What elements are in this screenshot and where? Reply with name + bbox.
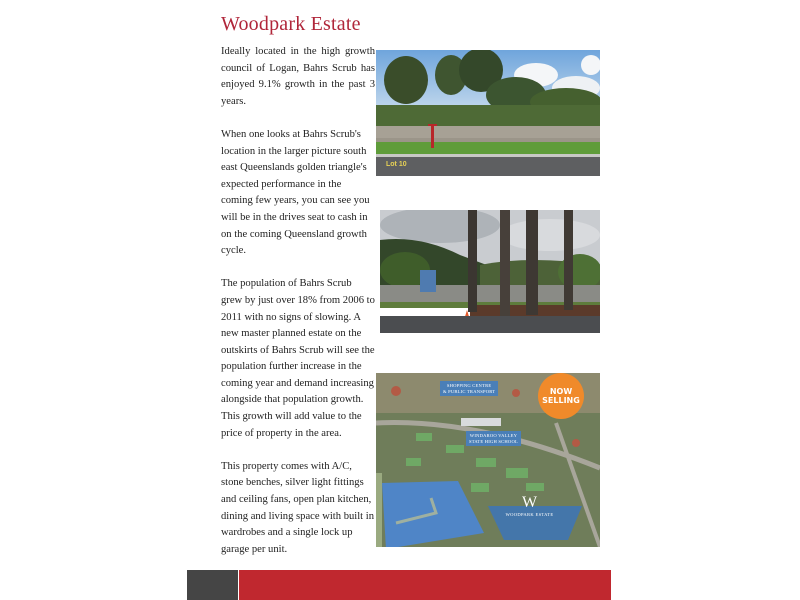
page-title: Woodpark Estate — [221, 13, 361, 35]
lot-caption: Lot 10 — [386, 161, 407, 168]
lot-photo — [376, 50, 600, 176]
footer-band-red — [239, 570, 611, 600]
site-photo-image — [380, 210, 600, 333]
callout-high-school — [466, 431, 521, 446]
callout-school-line1: WINDAROO VALLEY — [469, 433, 518, 438]
callout-shopping-line1: SHOPPING CENTRE — [446, 383, 492, 388]
body-text-column — [221, 44, 375, 575]
badge-line1: NOW — [549, 387, 573, 396]
footer-band-dark — [187, 570, 238, 600]
callout-shopping-line2: & PUBLIC TRANSPORT — [443, 388, 496, 394]
paragraph-population: The population of Bahrs Scrub grew by just over 18% from 2006 to 2011 with no signs of slowing. A new master planned estate on the outskirts of Bahrs Scrub will see the population further increase in the coming year and demand increasing alongside that population growth. This growth will add value to the price of property in the area. — [221, 278, 375, 439]
paragraph-features: This property comes with A/C, stone benches, silver light fittings and ceiling fans, open plan kitchen, dining and living space with built in wardrobes and a single lock up garage per unit. — [221, 460, 375, 555]
estate-logo-name: WOODPARK ESTATE — [505, 512, 554, 517]
now-selling-badge — [538, 373, 584, 419]
paragraph-location: Ideally located in the high growth council of Logan, Bahrs Scrub has enjoyed 9.1% growth in the past 3 years. — [221, 46, 375, 107]
callout-school-line2: STATE HIGH SCHOOL — [469, 438, 518, 444]
badge-line2: SELLING — [542, 396, 580, 405]
callout-shopping-centre — [440, 381, 498, 396]
paragraph-growth-cycle: When one looks at Bahrs Scrub's location in the larger picture south east Queenslands golden triangle's expected performance in the coming few years, you can see you will be in the drives seat to cash in on the coming Queensland growth cycle. — [221, 128, 370, 257]
estate-logo-letter: W — [521, 494, 538, 511]
woodpark-estate-logo — [483, 493, 576, 527]
lot-photo-image — [376, 50, 600, 176]
site-photo — [380, 210, 600, 333]
